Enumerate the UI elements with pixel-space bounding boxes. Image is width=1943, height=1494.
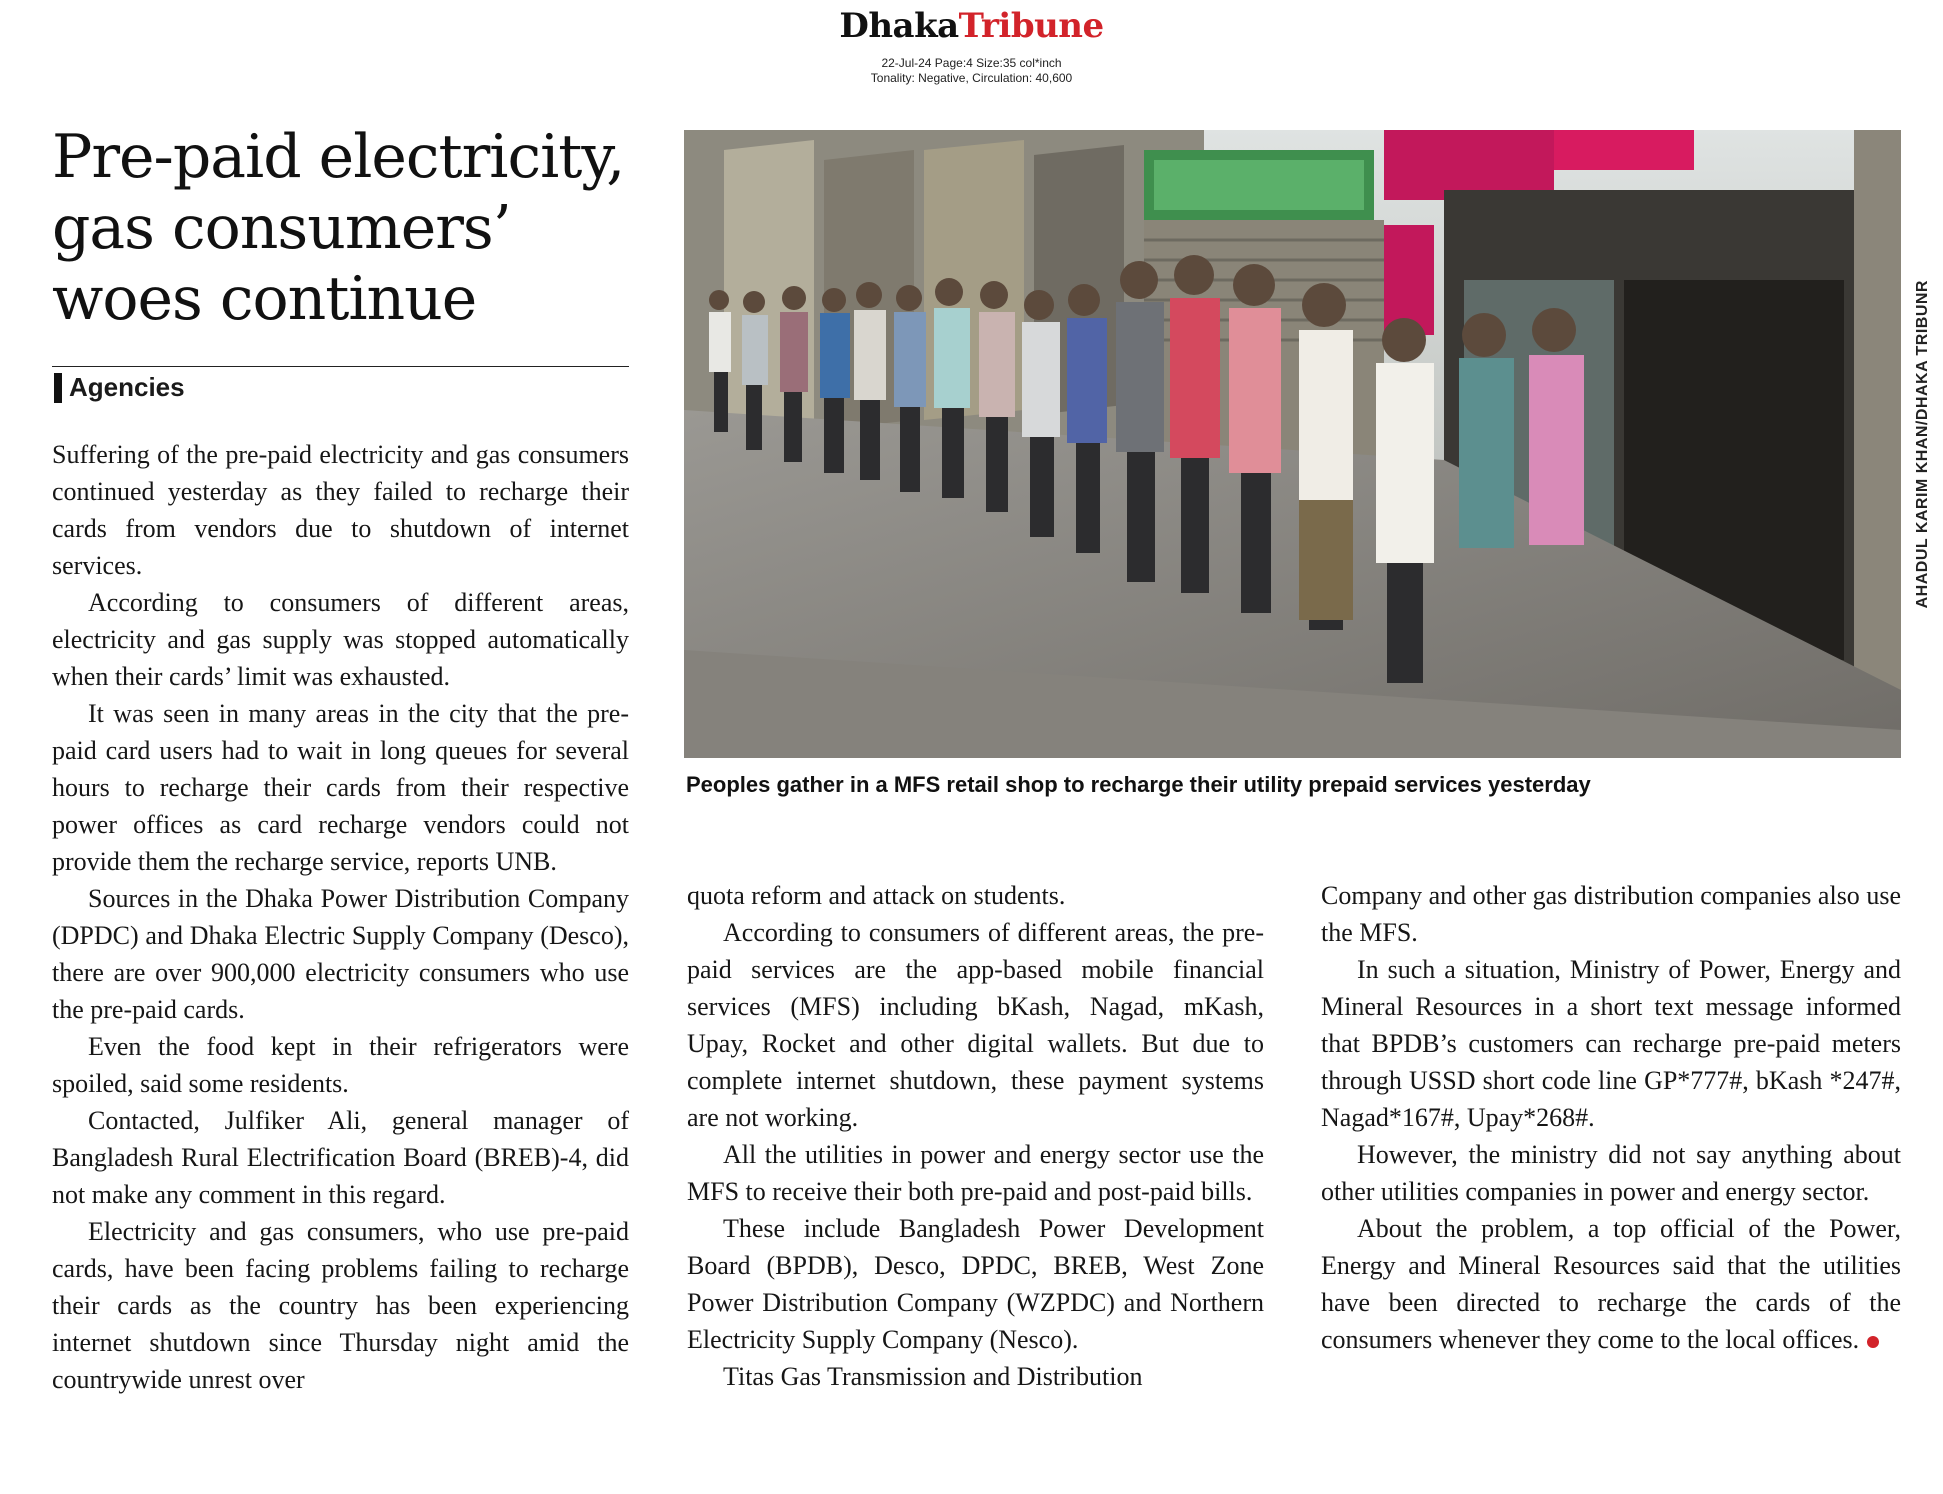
paragraph: According to consumers of different areas, electricity and gas supply was stopped automatically when their cards’ limit was exhausted. bbox=[52, 588, 629, 691]
queue-photo-illustration bbox=[684, 130, 1901, 758]
end-mark-icon bbox=[1867, 1336, 1879, 1348]
paragraph: Suffering of the pre-paid electricity and gas consumers continued yesterday as they failed to recharge their cards from vendors due to shutdown of internet services. bbox=[52, 440, 629, 580]
paragraph-last bbox=[1321, 1210, 1901, 1358]
paragraph: All the utilities in power and energy sector use the MFS to receive their both pre-paid and post-paid bills. bbox=[687, 1140, 1264, 1206]
logo-part-tribune: Tribune bbox=[958, 6, 1104, 46]
headline-line-2: gas consumers’ bbox=[52, 193, 511, 263]
article-column-3 bbox=[1321, 877, 1901, 1358]
clipping-meta bbox=[0, 56, 1943, 86]
paragraph: Sources in the Dhaka Power Distribution Company (DPDC) and Dhaka Electric Supply Company (Desco), there are over 900,000 electricity consumers who use the pre-paid cards. bbox=[52, 884, 629, 1024]
masthead bbox=[0, 6, 1943, 86]
paragraph: In such a situation, Ministry of Power, Energy and Mineral Resources in a short text message informed that BPDB’s customers can recharge pre-paid meters through USSD short code line GP*777#, bKash *247#, Nagad*167#, Upay*268#. bbox=[1321, 955, 1901, 1132]
headline-line-1: Pre-paid electricity, bbox=[52, 122, 625, 192]
byline bbox=[54, 372, 185, 403]
article-column-2 bbox=[687, 877, 1264, 1395]
clipping-meta-line-2: Tonality: Negative, Circulation: 40,600 bbox=[870, 71, 1073, 85]
paragraph: Titas Gas Transmission and Distribution bbox=[723, 1362, 1143, 1391]
headline-line-3: woes continue bbox=[52, 264, 477, 334]
byline-rule bbox=[52, 366, 629, 367]
photo-credit bbox=[1908, 130, 1938, 758]
newspaper-logo bbox=[0, 6, 1943, 46]
paragraph: Company and other gas distribution companies also use the MFS. bbox=[1321, 881, 1901, 947]
photo-credit-text: AHADUL KARIM KHAN/DHAKA TRIBUNR bbox=[1914, 279, 1931, 609]
paragraph: Contacted, Julfiker Ali, general manager of Bangladesh Rural Electrification Board (BREB)-4, did not make any comment in this regard. bbox=[52, 1106, 629, 1209]
article-column-1 bbox=[52, 436, 629, 1398]
paragraph-last-text: About the problem, a top official of the Power, Energy and Mineral Resources said that the utilities have been directed to recharge the cards of the consumers whenever they come to the local offices. bbox=[1321, 1214, 1901, 1354]
paragraph: Even the food kept in their refrigerators were spoiled, said some residents. bbox=[52, 1032, 629, 1098]
logo-part-dhaka: Dhaka bbox=[839, 6, 959, 46]
byline-marker bbox=[54, 373, 62, 403]
article-headline bbox=[52, 122, 632, 335]
news-photo bbox=[684, 130, 1901, 758]
paragraph: However, the ministry did not say anything about other utilities companies in power and energy sector. bbox=[1321, 1140, 1901, 1206]
clipping-meta-line-1: 22-Jul-24 Page:4 Size:35 col*inch bbox=[881, 56, 1062, 70]
byline-text: Agencies bbox=[69, 372, 185, 402]
paragraph: These include Bangladesh Power Development Board (BPDB), Desco, DPDC, BREB, West Zone Power Distribution Company (WZPDC) and Northern Electricity Supply Company (Nesco). bbox=[687, 1214, 1264, 1354]
paragraph: quota reform and attack on students. bbox=[687, 881, 1066, 910]
paragraph: Electricity and gas consumers, who use pre-paid cards, have been facing problems failing to recharge their cards as the country has been experiencing internet shutdown since Thursday night amid the countrywide unrest over bbox=[52, 1217, 629, 1394]
paragraph: According to consumers of different areas, the pre-paid services are the app-based mobile financial services (MFS) including bKash, Nagad, mKash, Upay, Rocket and other digital wallets. But due to complete internet shutdown, these payment systems are not working. bbox=[687, 918, 1264, 1132]
paragraph: It was seen in many areas in the city that the pre-paid card users had to wait in long queues for several hours to recharge their cards from their respective power offices as card recharge vendors could not provide them the recharge service, reports UNB. bbox=[52, 699, 629, 876]
photo-caption: Peoples gather in a MFS retail shop to recharge their utility prepaid services yesterday bbox=[686, 772, 1591, 797]
